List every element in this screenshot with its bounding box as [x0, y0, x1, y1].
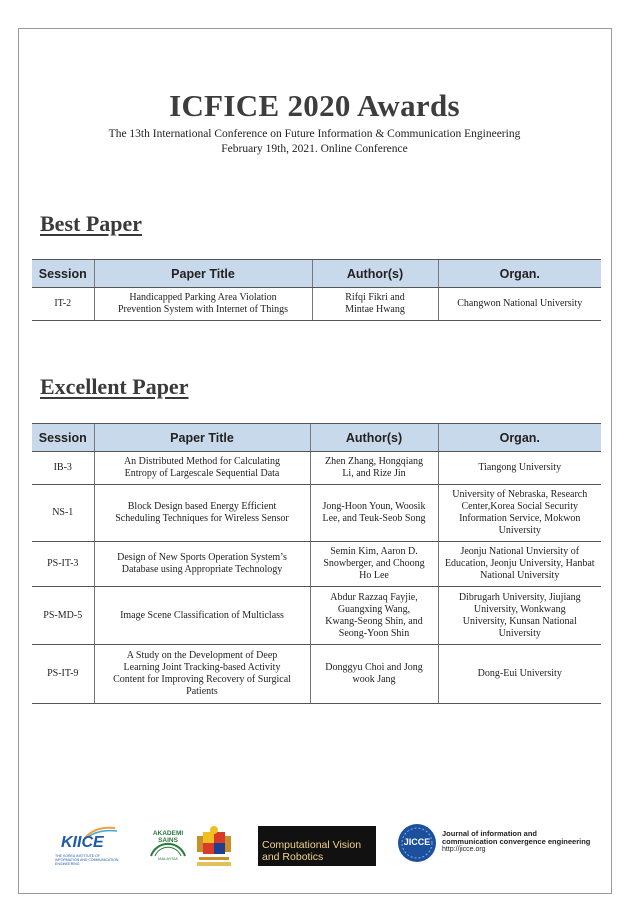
- session-cell: PS-IT-9: [32, 645, 94, 704]
- paper-title-cell: Handicapped Parking Area Violation Prevention System with Internet of Things: [94, 288, 312, 321]
- cvr-title-line1: Computational Vision: [262, 839, 362, 851]
- computational-vision-robotics-logo: [258, 826, 376, 866]
- paper-title-cell: A Study on the Development of Deep Learning Joint Tracking-based Activity Content for Improving Recovery of Surgical Patients: [94, 645, 310, 704]
- column-header-organ: Organ.: [438, 424, 601, 452]
- cvr-title-line2: and Robotics: [262, 851, 324, 863]
- session-cell: PS-MD-5: [32, 587, 94, 645]
- excellent-paper-heading: Excellent Paper: [40, 374, 189, 399]
- sponsor-logos: [0, 818, 629, 878]
- paper-title-cell: Block Design based Energy Efficient Scheduling Techniques for Wireless Sensor: [94, 485, 310, 542]
- jicce-wordmark: JICCE: [403, 837, 431, 847]
- page-subtitle: [0, 127, 629, 157]
- akademi-malaysia-label: MALAYSIA: [158, 856, 178, 861]
- session-cell: NS-1: [32, 485, 94, 542]
- jicce-line2: communication convergence engineering: [442, 837, 591, 846]
- excellent-paper-table: [32, 423, 601, 704]
- column-header-authors: Author(s): [312, 260, 438, 288]
- page-title: ICFICE 2020 Awards: [169, 88, 460, 123]
- column-header-authors: Author(s): [310, 424, 438, 452]
- table-row: [32, 288, 601, 321]
- akademi-sains-logo: [145, 822, 237, 872]
- paper-title-cell: Image Scene Classification of Multiclass: [94, 587, 310, 645]
- table-row: [32, 452, 601, 485]
- authors-cell: Donggyu Choi and Jong wook Jang: [310, 645, 438, 704]
- jicce-line1: Journal of information and: [442, 829, 537, 838]
- paper-title-cell: Design of New Sports Operation System’s Database using Appropriate Technology: [94, 542, 310, 587]
- table-row: [32, 645, 601, 704]
- table-header-row: [32, 424, 601, 452]
- session-cell: IB-3: [32, 452, 94, 485]
- authors-cell: Zhen Zhang, Hongqiang Li, and Rize Jin: [310, 452, 438, 485]
- malaysia-crest-icon: [193, 824, 235, 868]
- paper-title-cell: An Distributed Method for Calculating Entropy of Largescale Sequential Data: [94, 452, 310, 485]
- column-header-organ: Organ.: [438, 260, 601, 288]
- column-header-session: Session: [32, 424, 94, 452]
- organ-cell: Dong-Eui University: [438, 645, 601, 704]
- authors-cell: Abdur Razzaq Fayjie, Guangxing Wang, Kwang-Seong Shin, and Seong-Yoon Shin: [310, 587, 438, 645]
- organ-cell: Tiangong University: [438, 452, 601, 485]
- column-header-paper-title: Paper Title: [94, 260, 312, 288]
- best-paper-heading: Best Paper: [40, 211, 143, 236]
- session-cell: PS-IT-3: [32, 542, 94, 587]
- table-row: [32, 485, 601, 542]
- authors-cell: Jong-Hoon Youn, Woosik Lee, and Teuk-Seob Song: [310, 485, 438, 542]
- akademi-sains-wordmark: AKADEMI SAINS: [152, 830, 184, 844]
- best-paper-table: [32, 259, 601, 321]
- organ-cell: Jeonju National Unviersity of Education, Jeonju University, Hanbat National University: [438, 542, 601, 587]
- column-header-paper-title: Paper Title: [94, 424, 310, 452]
- kiice-logo: [55, 824, 125, 870]
- authors-cell: Rifqi Fikri and Mintae Hwang: [312, 288, 438, 321]
- organ-cell: Dibrugarh University, Jiujiang University, Wonkwang University, Kunsan National University: [438, 587, 601, 645]
- jicce-journal-name: [442, 830, 592, 854]
- session-cell: IT-2: [32, 288, 94, 321]
- jicce-logo: [396, 822, 438, 864]
- table-header-row: [32, 260, 601, 288]
- column-header-session: Session: [32, 260, 94, 288]
- table-row: [32, 542, 601, 587]
- kiice-wordmark: KIICE: [61, 834, 104, 851]
- conference-name: The 13th International Conference on Future Information & Communication Engineering: [108, 128, 521, 140]
- organ-cell: Changwon National University: [438, 288, 601, 321]
- kiice-subtitle: THE KOREA INSTITUTE OF INFORMATION AND COMMUNICATION ENGINEERING: [55, 854, 119, 866]
- jicce-url: http://jicce.org: [442, 846, 486, 853]
- conference-date: February 19th, 2021. Online Conference: [221, 143, 408, 155]
- organ-cell: University of Nebraska, Research Center,Korea Social Security Information Service, Mokwon University: [438, 485, 601, 542]
- authors-cell: Semin Kim, Aaron D. Snowberger, and Choong Ho Lee: [310, 542, 438, 587]
- table-row: [32, 587, 601, 645]
